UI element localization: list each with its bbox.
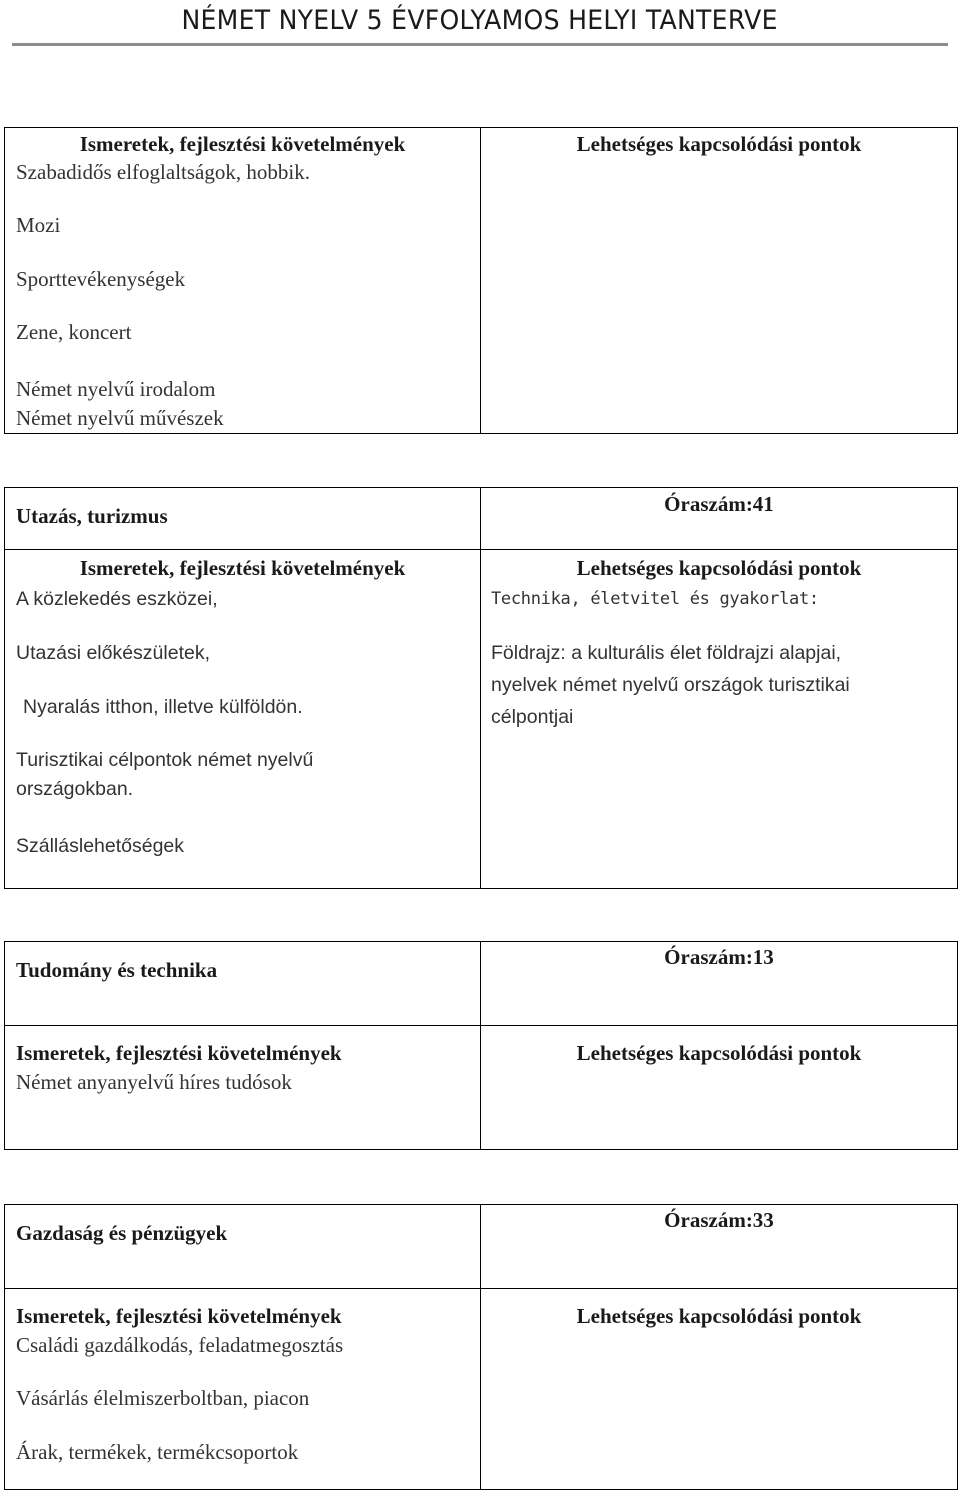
list-item: Utazási előkészületek, [16,642,211,664]
list-item: Árak, termékek, termékcsoportok [16,1440,299,1464]
connection-item: célpontjai [491,706,574,728]
unit-table-science [4,941,958,1150]
list-item: Német anyanyelvű híres tudósok [16,1070,292,1094]
connections-heading: Lehetséges kapcsolódási pontok [576,132,862,156]
list-item: Német nyelvű művészek [16,406,224,430]
topic-cell [5,488,481,550]
requirements-heading: Ismeretek, fejlesztési követelmények [16,1304,342,1328]
header-divider [12,43,948,46]
requirements-cell [5,550,481,889]
connections-heading: Lehetséges kapcsolódási pontok [576,556,862,580]
list-item: Családi gazdálkodás, feladatmegosztás [16,1333,344,1357]
requirements-heading: Ismeretek, fejlesztési követelmények [79,556,406,580]
topic-cell [5,1205,481,1289]
list-item: Mozi [16,213,61,237]
connections-cell [481,550,958,889]
list-item: Zene, koncert [16,320,132,344]
requirements-cell [5,128,481,434]
topic-title: Utazás, turizmus [16,504,168,528]
list-item: országokban. [16,778,134,800]
list-item: A közlekedés eszközei, [16,588,218,610]
unit-table-economy [4,1204,958,1490]
connections-cell [481,128,958,434]
requirements-cell [5,1289,481,1490]
hours-label: Óraszám:13 [664,945,774,969]
list-item: Turisztikai célpontok német nyelvű [16,749,314,771]
hours-cell [481,1205,958,1289]
list-item: Sporttevékenységek [16,267,186,291]
list-item: Szabadidős elfoglaltságok, hobbik. [16,160,310,184]
hours-cell [481,488,958,550]
unit-table-travel [4,487,958,889]
list-item: Német nyelvű irodalom [16,377,216,401]
list-item: Vásárlás élelmiszerboltban, piacon [16,1386,310,1410]
hours-label: Óraszám:41 [664,492,774,516]
requirements-heading: Ismeretek, fejlesztési követelmények [16,1041,342,1065]
list-item: Nyaralás itthon, illetve külföldön. [23,696,303,718]
requirements-cell [5,1026,481,1150]
connections-heading: Lehetséges kapcsolódási pontok [576,1304,862,1328]
unit-table-hobbies [4,127,958,434]
page-header [0,0,960,50]
page-title: NÉMET NYELV 5 ÉVFOLYAMOS HELYI TANTERVE [181,5,779,36]
connection-item: nyelvek német nyelvű országok turisztikai [491,674,850,696]
connections-cell [481,1289,958,1490]
hours-label: Óraszám:33 [664,1208,774,1232]
connections-heading: Lehetséges kapcsolódási pontok [576,1041,862,1065]
topic-title: Tudomány és technika [16,958,218,982]
hours-cell [481,942,958,1026]
connection-item: Földrajz: a kulturális élet földrajzi alapjai, [491,642,842,664]
topic-title: Gazdaság és pénzügyek [16,1221,228,1245]
topic-cell [5,942,481,1026]
requirements-heading: Ismeretek, fejlesztési követelmények [79,132,406,156]
connections-cell [481,1026,958,1150]
list-item: Szálláslehetőségek [16,835,185,857]
connection-item: Technika, életvitel és gyakorlat: [491,589,819,609]
